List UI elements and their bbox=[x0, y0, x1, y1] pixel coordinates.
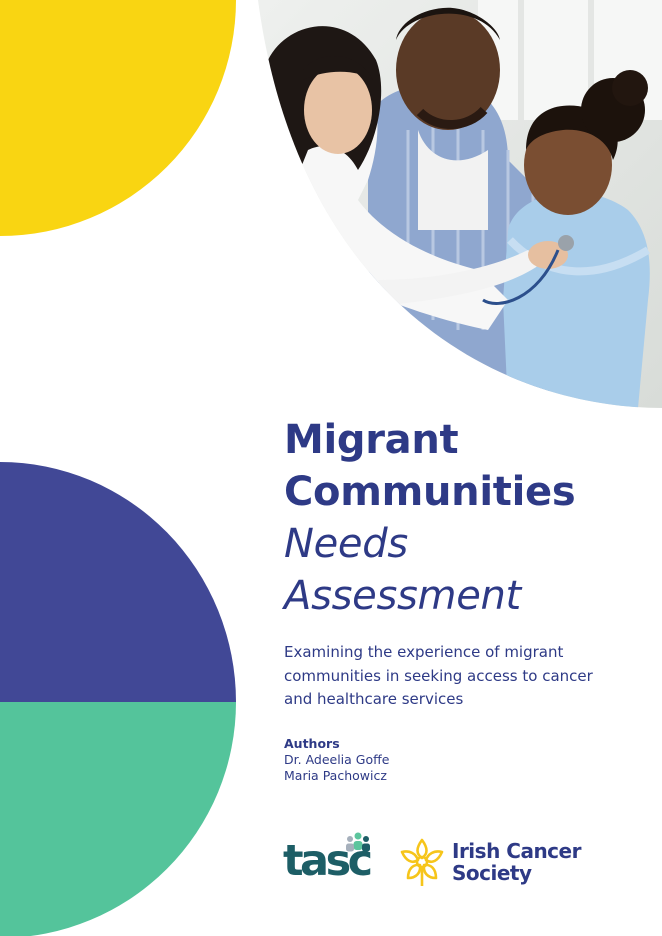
report-title bbox=[284, 414, 654, 622]
authors-heading: Authors bbox=[284, 736, 340, 751]
title-line-communities: Communities bbox=[284, 469, 576, 515]
photo-doctor-father-child bbox=[258, 0, 662, 408]
report-subtitle: Examining the experience of migrant communities in seeking access to cancer and healthcare services bbox=[284, 643, 593, 708]
author-name-2: Maria Pachowicz bbox=[284, 768, 387, 783]
title-line-migrant: Migrant bbox=[284, 417, 459, 463]
decor-yellow-quarter-circle bbox=[0, 0, 236, 236]
tasc-wordmark-text: tasc bbox=[283, 836, 370, 886]
decor-green-quarter-circle bbox=[0, 702, 236, 936]
ics-line-1: Irish Cancer bbox=[452, 839, 581, 863]
title-line-assessment: Assessment bbox=[284, 573, 521, 619]
irish-cancer-society-wordmark bbox=[452, 840, 581, 884]
cover-photo bbox=[258, 0, 662, 408]
daffodil-icon bbox=[398, 836, 446, 888]
decor-blue-quarter-circle bbox=[0, 462, 236, 702]
tasc-logo bbox=[283, 832, 373, 886]
title-line-needs: Needs bbox=[284, 521, 408, 567]
authors-block bbox=[284, 736, 544, 784]
ics-line-2: Society bbox=[452, 861, 532, 885]
tasc-wordmark bbox=[283, 836, 370, 886]
author-name-1: Dr. Adeelia Goffe bbox=[284, 752, 390, 767]
irish-cancer-society-logo bbox=[398, 836, 598, 892]
